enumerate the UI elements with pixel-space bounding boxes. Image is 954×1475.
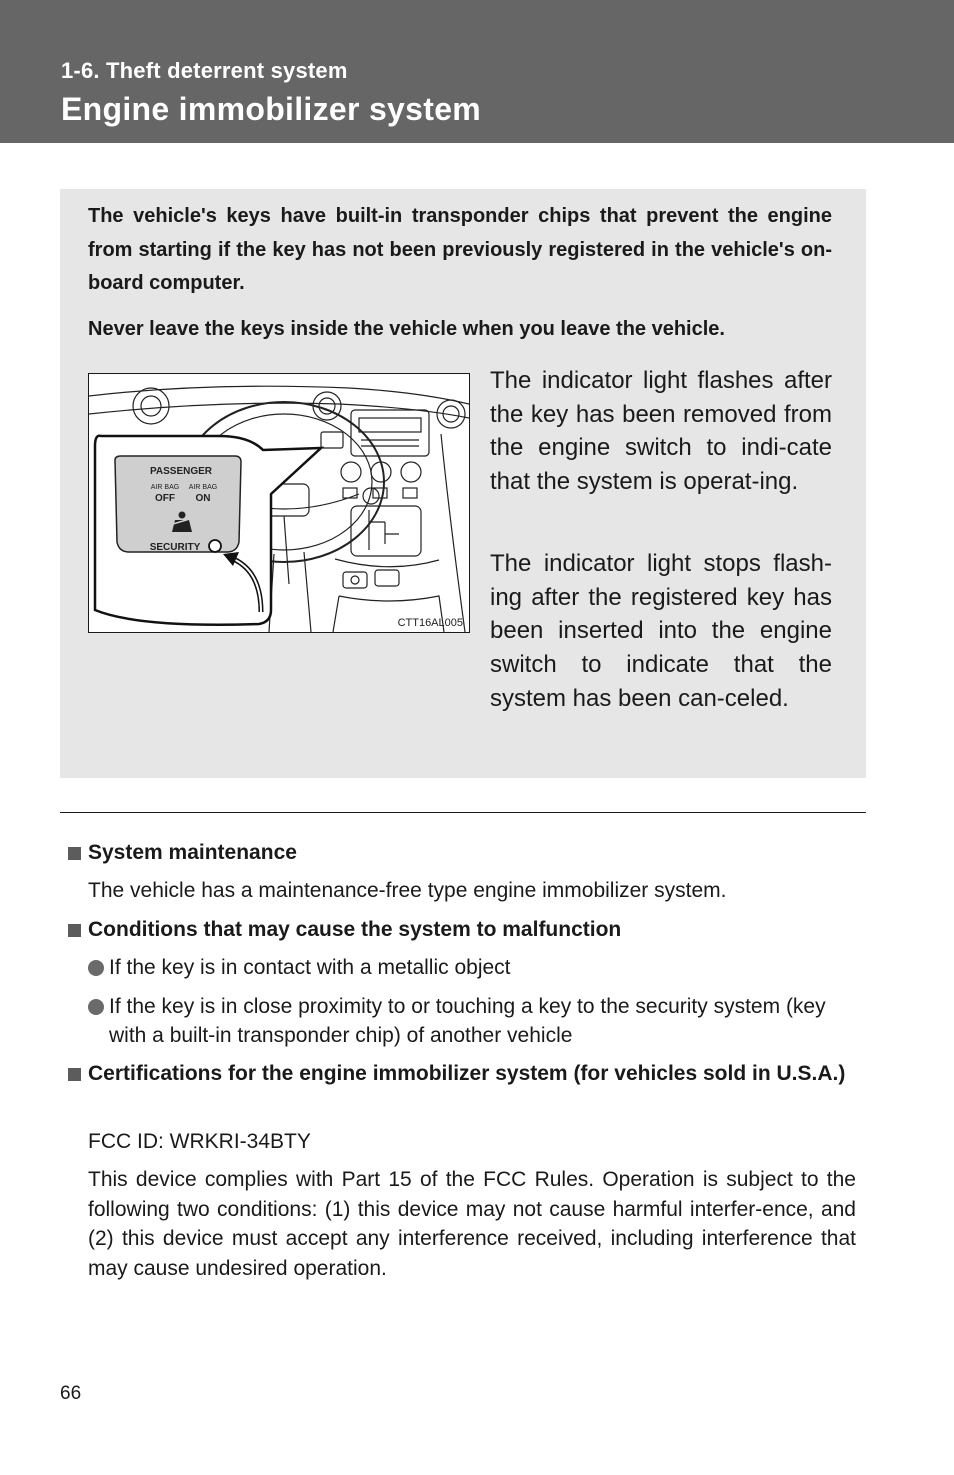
section-heading [88,838,856,868]
warning-paragraph: Never leave the keys inside the vehicle when you leave the vehicle. [88,318,725,340]
list-item-text: If the key is in close proximity to or touching a key to the security system (key with a built-in transponder chip) of another vehicle [109,995,826,1047]
list-item [109,992,856,1050]
panel-on-label: ON [195,493,211,504]
info-box [60,189,866,778]
dashboard-illustration [88,373,470,633]
list-item [109,953,856,982]
heading-text: Conditions that may cause the system to malfunction [88,918,622,941]
section-body: The vehicle has a maintenance-free type engine immobilizer system. [88,879,727,902]
indicator-stop-paragraph: The indicator light stops flash-ing after the registered key has been inserted into the engine switch to indicate that the system has been can-celed. [490,550,832,712]
square-bullet-icon [68,1068,81,1081]
panel-off-label: OFF [155,493,175,504]
circle-bullet-icon [88,999,104,1015]
section-heading [88,1059,856,1089]
page-title: Engine immobilizer system [61,91,482,127]
page-header [0,0,954,143]
heading-text: Certifications for the engine immobilizer system (for vehicles sold in U.S.A.) [88,1062,846,1085]
intro-paragraph: The vehicle's keys have built-in transponder chips that prevent the engine from starting if the key has not been previously registered in the vehicle's on-board computer. [88,205,832,294]
security-indicator-label: SECURITY [149,542,201,553]
fcc-id: FCC ID: WRKRI-34BTY [88,1130,311,1153]
heading-text: System maintenance [88,841,297,864]
indicator-flash-paragraph: The indicator light flashes after the key has been removed from the engine switch to indi-cate that the system is operat-ing. [490,367,832,496]
page-number: 66 [60,1383,82,1404]
section-heading [88,915,856,945]
list-item-text: If the key is in contact with a metallic object [109,956,511,979]
fcc-statement: This device complies with Part 15 of the FCC Rules. Operation is subject to the following two conditions: (1) this device may not cause harmful interfer-ence, and (2) this device must accept any interference received, including interference that may cause undesired operation. [88,1168,856,1280]
square-bullet-icon [68,924,81,937]
section-divider [60,812,866,813]
figure-id: CTT16AL005 [397,617,463,629]
circle-bullet-icon [88,960,104,976]
section-label: 1-6. Theft deterrent system [61,58,348,83]
dashboard-drawing [89,374,469,632]
square-bullet-icon [68,847,81,860]
panel-airbag-label-left: AIR BAG [150,484,180,491]
panel-passenger-label: PASSENGER [149,466,213,477]
panel-airbag-label-right: AIR BAG [188,484,218,491]
